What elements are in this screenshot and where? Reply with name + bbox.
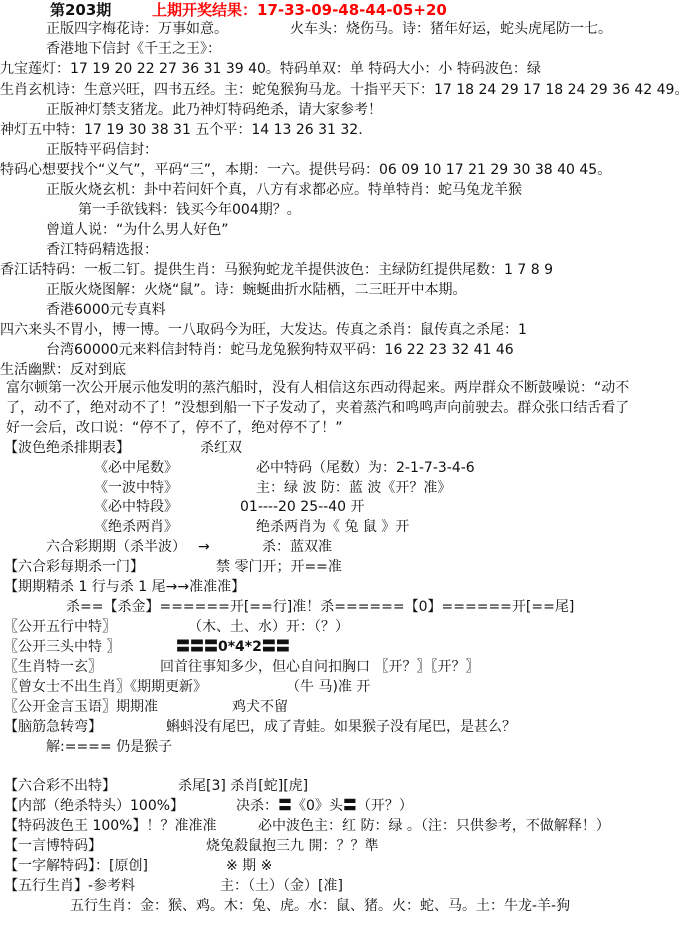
- kill-row-line: 杀==【杀金】======开[==行]准！杀======【0】======开[==尾]: [66, 599, 575, 615]
- tail-value: 必中特码（尾数）为：2-1-7-3-4-6: [256, 460, 475, 476]
- one-word-bet-label: 【一言博特码】: [4, 838, 102, 854]
- fire-mystery-line: 正版火烧玄机：卦中若问奸个真，八方有求都必应。特单特肖：蛇马兔龙羊猴: [46, 182, 522, 198]
- kill-door-label: 【六合彩每期杀一门】: [4, 559, 144, 575]
- mrs-zeng-value: （牛 马)准 开: [286, 679, 371, 695]
- inner-kill-label: 【内部（绝杀特头）100%】: [4, 798, 185, 814]
- one-wave-label: 《一波中特》: [94, 480, 178, 496]
- riddle-question: 蝌蚪没有尾巴，成了青蛙。如果猴子没有尾巴，是甚么？: [166, 719, 516, 735]
- five-zodiac-label: 【五行生肖】-参考料: [4, 878, 136, 894]
- humor-title: 生活幽默：反对到底: [0, 362, 126, 378]
- last-draw-result: 上期开奖结果：17-33-09-48-44-05+20: [152, 1, 447, 19]
- lotus-lamp-line: 九宝莲灯：17 19 20 22 27 36 31 39 40。特码单双：单 特码大小：小 特码波色：绿: [0, 61, 541, 77]
- xiangjiang-heading: 香江特码精选报：: [46, 242, 158, 258]
- issue-number: 第203期: [50, 1, 112, 19]
- zeng-line: 曾道人说：“为什么男人好色”: [46, 222, 229, 238]
- four-six-line: 四六来头不胃小，博一博。一八取码今为旺，大发达。传真之杀肖：鼠传真之杀尾：1: [0, 322, 527, 338]
- story-line-3: 好一会后，改口说：“停不了，停不了，绝对停不了！”: [6, 420, 343, 436]
- wave-kill-value: 杀红双: [200, 440, 242, 456]
- five-special-line: 神灯五中特：17 19 30 38 31 五个平：14 13 26 31 32.: [0, 122, 363, 138]
- story-line-1: 富尔顿第一次公开展示他发明的蒸汽船时，没有人相信这东西动得起来。两岸群众不断鼓噪说：“动不: [6, 380, 630, 396]
- kill-row-heading: 【期期精杀 1 行与杀 1 尾→→准准准】: [4, 579, 246, 595]
- one-char-label: 【一字解特码】：[原创]: [4, 858, 148, 874]
- plum-poem-line: 正版四字梅花诗：万事如意。: [46, 21, 228, 37]
- flat-envelope-line: 正版特平码信封：: [46, 142, 158, 158]
- story-line-2: 了，动不了，绝对动不了！”没想到船一下子发动了，夹着蒸汽和鸣鸣声向前驶去。群众张口结舌看了: [6, 400, 630, 416]
- hk6000-line: 香港6000元专真料: [46, 302, 166, 318]
- fire-picture-line: 正版火烧图解：火烧“鼠”。诗：蜿蜒曲折水陆栖，二三旺开中本期。: [46, 282, 467, 298]
- tail-label: 《必中尾数》: [94, 460, 178, 476]
- arrow-icon: →: [198, 539, 210, 555]
- inner-kill-value: 决杀：〓《0》头〓（开？）: [236, 798, 413, 814]
- first-hand-line: 第一手欲钱料：钱买今年004期？。: [78, 202, 301, 218]
- one-word-bet-value: 烧兔殺鼠抱三九 開：？？準: [206, 838, 379, 854]
- no-special-value: 杀尾[3] 杀肖[蛇][虎]: [178, 778, 309, 794]
- kill-two-label: 《绝杀两肖》: [94, 519, 178, 535]
- zodiac-poem-line: 生肖玄机诗：生意兴旺，四书五经。主：蛇兔猴狗马龙。十指平天下：17 18 24 29 17 18 24 29 36 42 49。: [0, 82, 688, 98]
- special-mind-line: 特码心想要找个“义气”，平码“三”，本期：一六。提供号码：06 09 10 17 21 29 30 38 40 45。: [0, 162, 612, 178]
- riddle-answer: 解:==== 仍是猴子: [46, 739, 173, 755]
- one-char-value: ※ 期 ※: [226, 858, 273, 874]
- no-special-label: 【六合彩不出特】: [4, 778, 116, 794]
- kill-door-value: 禁 零门开；开==准: [216, 559, 342, 575]
- five-zodiac-list: 五行生肖：金：猴、鸡。木：兔、虎。水：鼠、猪。火：蛇、马。土：牛龙-羊-狗: [70, 898, 571, 914]
- zodiac-mystery-label: 〖生肖特一玄〗: [4, 659, 102, 675]
- kill-two-value: 绝杀两肖为《 兔 鼠 》开: [256, 519, 410, 535]
- taiwan-line: 台湾60000元来料信封特肖：蛇马龙兔猴狗特双平码：16 22 23 32 41 46: [46, 342, 514, 358]
- divine-lamp-line: 正版神灯禁支猪龙。此乃神灯特码绝杀，请大家参考！: [46, 102, 382, 118]
- wave-king-label: 【特码波色王 100%】！？准准准: [4, 818, 217, 834]
- five-element-label: 〖公开五行中特〗: [4, 619, 116, 635]
- mrs-zeng-label: 〖曾女士不出生肖〗《期期更新》: [4, 679, 207, 695]
- half-wave-label: 六合彩期期（杀半波）: [46, 539, 186, 555]
- three-head-value: 〓〓〓0*4*2〓〓: [176, 639, 290, 655]
- golden-words-label: 〖公开金言玉语〗期期准: [4, 699, 158, 715]
- wave-king-value: 必中波色主：红 防：绿 。（注：只供参考，不做解释！）: [258, 818, 610, 834]
- golden-words-value: 鸡犬不留: [232, 699, 288, 715]
- one-wave-value: 主：绿 波 防：蓝 波《开？准》: [256, 480, 452, 496]
- five-zodiac-value: 主：（土）（金）[准]: [220, 878, 343, 894]
- riddle-label: 【脑筋急转弯】: [4, 719, 102, 735]
- segment-value: 01----20 25--40 开: [240, 499, 365, 515]
- train-head-line: 火车头：烧伤马。诗：猪年好运，蛇头虎尾防一七。: [290, 21, 612, 37]
- half-wave-value: 杀：蓝双准: [262, 539, 332, 555]
- hk-envelope-line: 香港地下信封《千王之王》：: [46, 41, 221, 57]
- three-head-label: 〖公开三头中特 〗: [4, 639, 121, 655]
- xiangjiang-line: 香江话特码：一板二钉。提供生肖：马猴狗蛇龙羊提供波色：主绿防红提供尾数：1 7 8 9: [0, 262, 553, 278]
- five-element-value: （木、土、水）开：（？）: [188, 619, 349, 635]
- wave-kill-heading: 【波色绝杀排期表】: [4, 440, 130, 456]
- segment-label: 《必中特段》: [94, 499, 178, 515]
- zodiac-mystery-value: 回首往事知多少，但心自问扣胸口 〖开？〗〖开？〗: [160, 659, 480, 675]
